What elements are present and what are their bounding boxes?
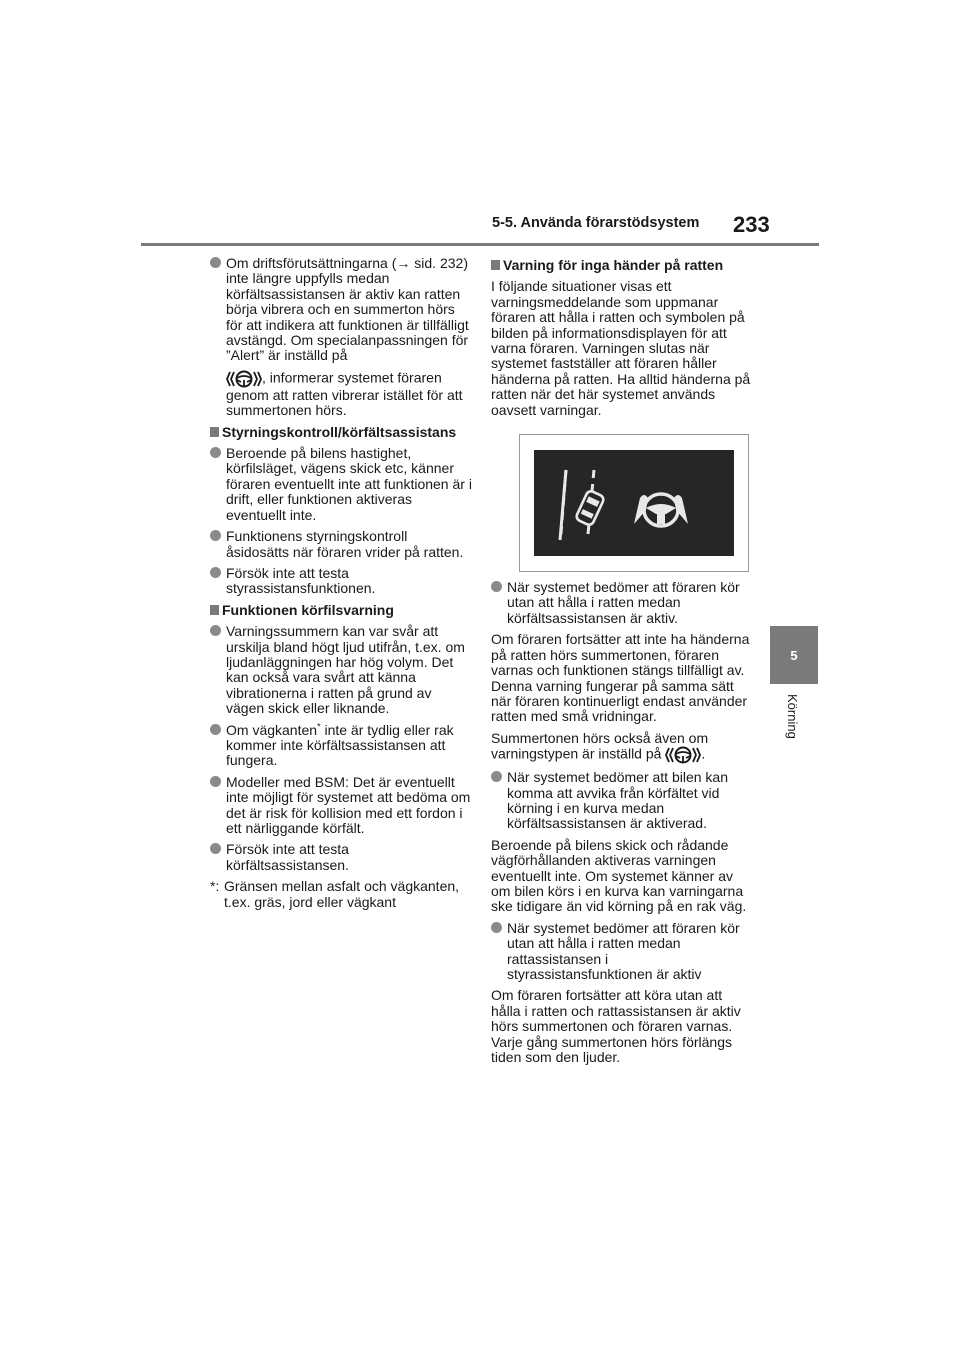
paragraph: I följande situationer visas ett varningsmeddelande som uppmanar föraren att hålla i ratten och symbolen på bilden på informationsdisplayen för att varna föraren. Varningen slutas när systemet fastställer att föraren håller händerna på ratten. Ha alltid händerna på ratten när det här systemet används oavsett varningar. bbox=[491, 278, 751, 418]
section-heading: Varning för inga händer på ratten bbox=[491, 258, 753, 273]
list-item: Om driftsförutsättningarna (→ sid. 232) inte längre uppfylls medan körfältsassistansen är aktiv kan ratten börja vibrera och en summerton hörs för att indikera att funktionen är tillfälligt avstängd. Om specialanpassningen för ”Alert” är inställd på , informerar systemet föraren genom att ratten vibrerar istället för att summertonen hörs. bbox=[210, 256, 472, 419]
display-screen bbox=[534, 450, 734, 556]
chapter-number: 5 bbox=[790, 647, 798, 663]
chapter-tab bbox=[770, 626, 818, 684]
lane-departure-icon bbox=[556, 464, 626, 544]
left-column bbox=[210, 256, 472, 916]
right-column bbox=[491, 256, 753, 1071]
bullet-icon bbox=[210, 567, 221, 578]
list-item: När systemet bedömer att föraren kör utan att hålla i ratten medan rattassistansen i styrassistansfunktionen är aktiv bbox=[491, 921, 753, 983]
square-bullet-icon bbox=[210, 605, 219, 615]
list-item: Varningssummern kan var svår att urskilja bland högt ljud utifrån, t.ex. om ljudanläggningen har hög volym. Det kan också vara svårt att känna vibrationerna i ratten på grund av vägen skick eller liknande. bbox=[210, 624, 472, 716]
paragraph: Om föraren fortsätter att köra utan att hålla i ratten och rattassistansen är aktiv hörs summertonen och föraren varnas. Varje gång summertonen hörs förlängs tiden som den ljuder. bbox=[491, 987, 741, 1066]
header-rule bbox=[141, 243, 819, 246]
bullet-icon bbox=[210, 530, 221, 541]
square-bullet-icon bbox=[491, 260, 500, 270]
list-item: Försök inte att testa styrassistansfunktionen. bbox=[210, 566, 472, 597]
bullet-icon bbox=[210, 447, 221, 458]
bullet-icon bbox=[210, 724, 221, 735]
list-item: Beroende på bilens hastighet, körfilsläget, vägens skick etc, känner föraren eventuellt inte att funktionen är i drift, eller funktionen aktiveras eventuellt inte. bbox=[210, 446, 472, 523]
steering-wheel-vibration-icon bbox=[226, 370, 262, 388]
list-item: Om vägkanten* inte är tydlig eller rak kommer inte körfältsassistansen att fungera. bbox=[210, 723, 472, 769]
list-item: Modeller med BSM: Det är eventuellt inte möjligt för systemet att bedöma om det är risk för kollision med ett fordon i ett närliggande körfält. bbox=[210, 775, 472, 837]
chapter-label: Körning bbox=[785, 694, 800, 739]
steering-wheel-vibration-icon bbox=[665, 746, 701, 764]
page-number: 233 bbox=[733, 212, 770, 237]
display-figure bbox=[519, 434, 749, 572]
list-item: När systemet bedömer att föraren kör utan att hålla i ratten medan körfältsassistansen är aktiv. bbox=[491, 580, 753, 626]
paragraph: Summertonen hörs också även om varningstypen är inställd på . bbox=[491, 731, 753, 764]
bullet-icon bbox=[210, 257, 221, 268]
header-section-title: 5-5. Använda förarstödsystem bbox=[492, 215, 700, 231]
list-item: När systemet bedömer att bilen kan komma att avvika från körfältet vid körning i en kurva medan körfältsassistansen är aktiverad. bbox=[491, 770, 753, 832]
bullet-icon bbox=[210, 625, 221, 636]
square-bullet-icon bbox=[210, 427, 219, 437]
paragraph: Om föraren fortsätter att inte ha händerna på ratten hörs summertonen, föraren varnas och funktionen stängs tillfälligt av. Denna varning fungerar på samma sätt när föraren kontinuerligt endast använder ratten med små vridningar. bbox=[491, 631, 750, 725]
bullet-icon bbox=[210, 843, 221, 854]
bullet-icon bbox=[210, 776, 221, 787]
section-heading: Styrningskontroll/körfältsassistans bbox=[210, 425, 472, 440]
bullet-icon bbox=[491, 771, 502, 782]
bullet-icon bbox=[491, 581, 502, 592]
list-item: Försök inte att testa körfältsassistansen. bbox=[210, 842, 472, 873]
hands-on-wheel-icon bbox=[632, 488, 690, 528]
footnote: *: Gränsen mellan asfalt och vägkanten, t.ex. gräs, jord eller vägkant bbox=[210, 878, 460, 910]
section-heading: Funktionen körfilsvarning bbox=[210, 603, 472, 618]
footnote-ref: * bbox=[317, 720, 321, 731]
paragraph: Beroende på bilens skick och rådande vägförhållanden aktiveras varningen eventuellt inte. Om systemet känner av om bilen körs i en kurva kan varningarna ske tidigare än vid körning på en rak väg. bbox=[491, 836, 747, 915]
list-item: Funktionens styrningskontroll åsidosätts när föraren vrider på ratten. bbox=[210, 529, 472, 560]
bullet-icon bbox=[491, 922, 502, 933]
